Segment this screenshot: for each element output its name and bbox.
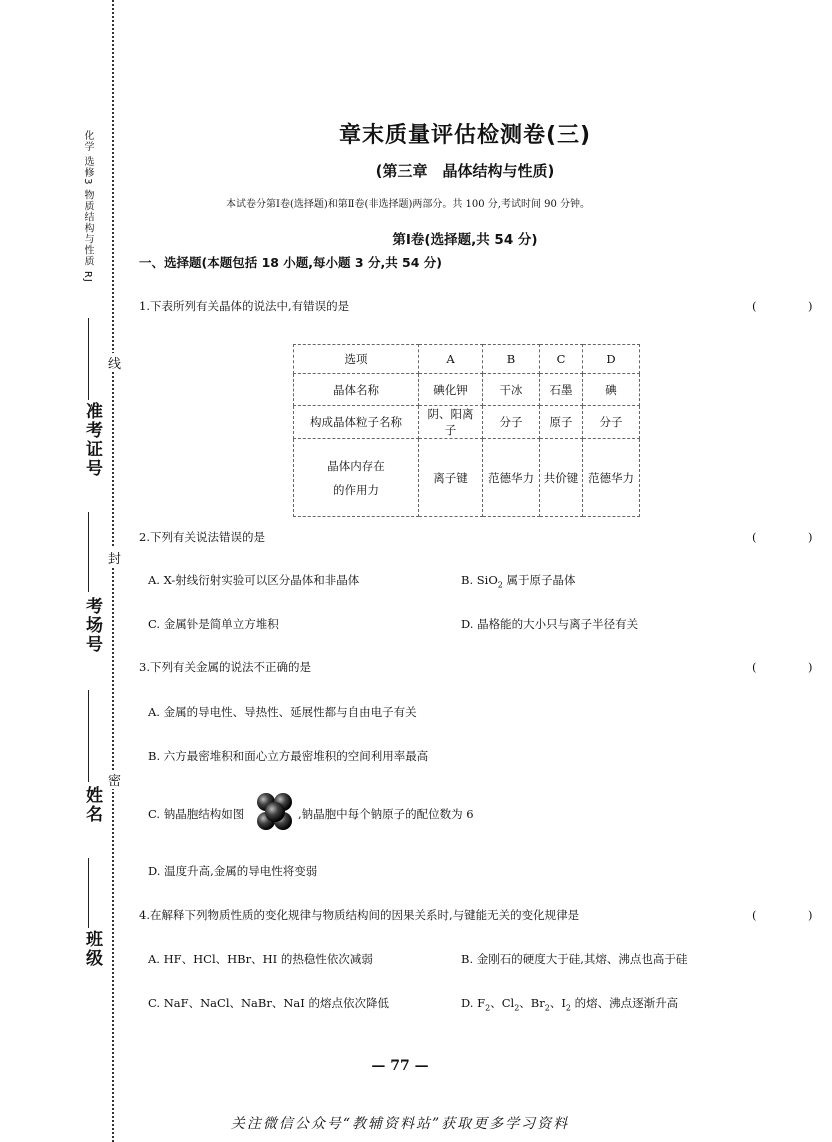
page-title: 章末质量评估检测卷(三) [338,123,592,148]
table-cell: A [419,345,483,374]
table-cell: 范德华力 [483,439,540,517]
q2-option-a: A. X-射线衍射实验可以区分晶体和非晶体 [148,573,360,587]
class-label: 班级 [82,930,102,968]
atom-ball [265,802,285,822]
q3-option-c-post: ,钠晶胞中每个钠原子的配位数为 6 [298,807,474,821]
q3-option-a: A. 金属的导电性、导热性、延展性都与自由电子有关 [148,705,417,719]
line-marker: 线 [108,353,121,372]
table-cell: 分子 [583,406,640,439]
exam-room-label: 考场号 [82,597,102,654]
q1-stem: 1.下表所列有关晶体的说法中,有错误的是 [139,299,350,313]
name-field-line [88,690,89,782]
q3-option-b: B. 六方最密堆积和面心立方最密堆积的空间利用率最高 [148,749,429,763]
table-cell: 选项 [294,345,419,374]
option-text: D. F [461,996,486,1010]
seal-marker: 封 [108,548,121,567]
q1-crystal-table [293,344,640,517]
exam-intro: 本试卷分第Ⅰ卷(选择题)和第Ⅱ卷(非选择题)两部分。共 100 分,考试时间 90 分钟。 [226,199,591,210]
q2-option-d: D. 晶格能的大小只与离子半径有关 [461,617,639,631]
option-text: 属于原子晶体 [502,573,576,587]
cell-line: 晶体内存在 [327,458,385,473]
q2-option-b [461,572,576,589]
q4-option-b: B. 金刚石的硬度大于硅,其熔、沸点也高于硅 [461,952,688,966]
subscript: 2 [565,1003,571,1013]
table-cell: 构成晶体粒子名称 [294,406,419,439]
subscript: 2 [497,580,503,590]
q4-stem: 4.在解释下列物质性质的变化规律与物质结构间的因果关系时,与键能无关的变化规律是 [139,908,580,922]
q4-option-c: C. NaF、NaCl、NaBr、NaI 的熔点依次降低 [148,996,389,1010]
watermark-text: 关注微信公众号“教辅资料站”获取更多学习资料 [230,1116,570,1132]
table-cell: 阴、阳离子 [419,406,483,439]
sodium-unit-cell-image [252,791,298,833]
q2-stem: 2.下列有关说法错误的是 [139,530,265,544]
table-row [294,439,640,517]
q2-option-c: C. 金属钋是简单立方堆积 [148,617,279,631]
subscript: 2 [514,1003,520,1013]
q1-answer-paren: ( ) [752,299,832,313]
table-cell: C [540,345,583,374]
table-row [294,374,640,406]
option-text: 、I [549,996,566,1010]
table-cell: 离子键 [419,439,483,517]
table-cell [294,439,419,517]
class-field-line [88,858,89,928]
table-cell: 原子 [540,406,583,439]
table-cell: 石墨 [540,374,583,406]
section-heading: 一、选择题(本题包括 18 小题,每小题 3 分,共 54 分) [139,255,443,270]
table-cell: D [583,345,640,374]
ticket-number-label: 准考证号 [82,402,102,478]
table-cell: 干冰 [483,374,540,406]
option-text: 、Cl [490,996,515,1010]
table-cell: 碘化钾 [419,374,483,406]
q4-option-a: A. HF、HCl、HBr、HI 的热稳性依次减弱 [148,952,373,966]
ticket-field-line [88,318,89,400]
q4-option-d [461,995,678,1012]
subscript: 2 [544,1003,550,1013]
room-field-line [88,512,89,592]
part-title: 第Ⅰ卷(选择题,共 54 分) [392,232,538,248]
q4-answer-paren: ( ) [752,908,832,922]
table-cell: 共价键 [540,439,583,517]
table-cell: 碘 [583,374,640,406]
cell-line: 的作用力 [333,482,379,497]
table-cell: 分子 [483,406,540,439]
name-label: 姓名 [82,786,102,824]
q3-option-c-pre: C. 钠晶胞结构如图 [148,807,245,821]
table-cell: 晶体名称 [294,374,419,406]
q3-stem: 3.下列有关金属的说法不正确的是 [139,660,311,674]
subscript: 2 [485,1003,491,1013]
page-subtitle: (第三章 晶体结构与性质) [375,162,555,180]
q2-answer-paren: ( ) [752,530,832,544]
page-number: — 77 — [371,1058,429,1074]
q3-option-d: D. 温度升高,金属的导电性将变弱 [148,864,318,878]
option-text: B. SiO [461,573,498,587]
secret-marker: 密 [108,770,121,789]
table-header-row [294,345,640,374]
binding-dotted-line [112,0,114,1142]
book-info: 化学 选修3 物质结构与性质 RJ [82,130,93,283]
option-text: 的熔、沸点逐渐升高 [570,996,679,1010]
table-cell: B [483,345,540,374]
table-row [294,406,640,439]
q3-answer-paren: ( ) [752,660,832,674]
table-cell: 范德华力 [583,439,640,517]
option-text: 、Br [519,996,545,1010]
